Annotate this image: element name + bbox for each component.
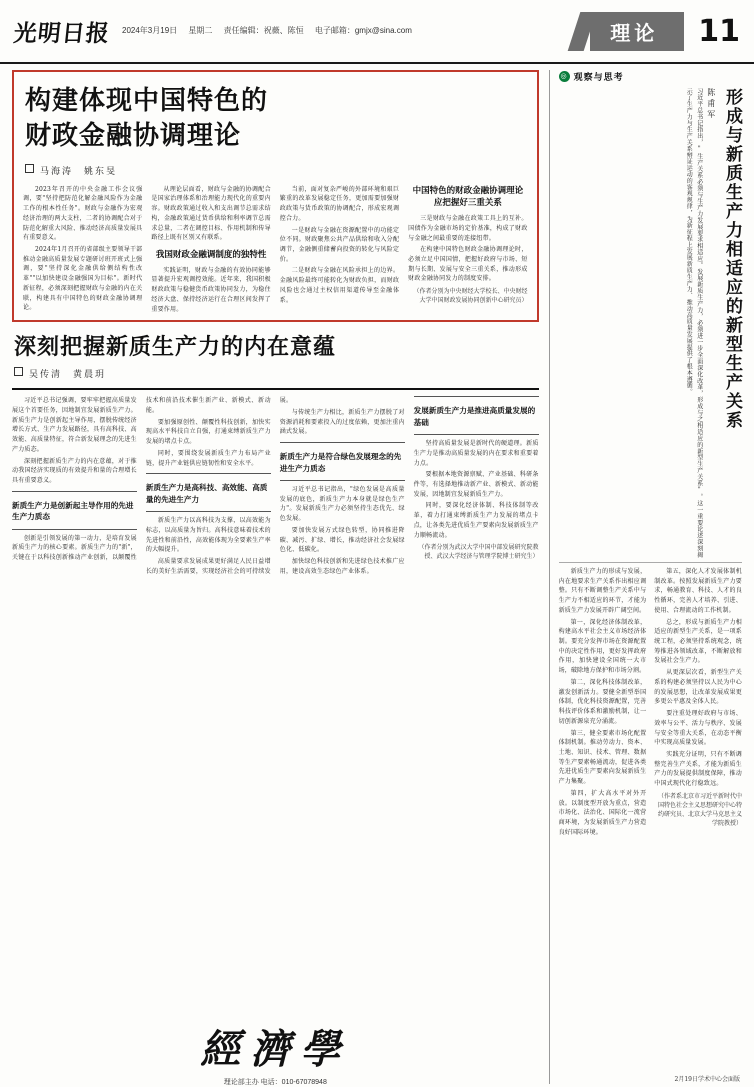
paragraph: 习近平总书记强调，要牢牢把握高质量发展这个首要任务，因地制宜发展新质生产力。新质生产力是创新起主导作用，摆脱传统经济增长方式、生产力发展路径，具有高科技、高效能、高质量特征，符合新发展理念的先进生产力质态。 [12,397,137,453]
paragraph: 在构建中国特色财政金融协调理论时，必须立足中国国情，把握好政府与市场、短期与长期、发展与安全三重关系，推动形成财政金融协同发力的制度安排。 [408,246,528,283]
subsection-heading: 新质生产力是创新起主导作用的先进生产力质态 [12,500,134,522]
right-kicker [559,70,742,83]
divider [12,388,539,390]
lead-title-line2: 财政金融协调理论 [25,120,242,151]
paragraph: 创新是引领发展的第一动力，是培育发展新质生产力的核心要素。新质生产力的"新"，关键在于以科技创新推动产业创新，以颠覆性技术和前沿技术催生新产业、新模式、新动能。 [12,397,271,561]
second-article-signature: （作者分别为武汉大学中国中部发展研究院教授、武汉大学经济与管理学院博士研究生） [418,544,539,561]
byline-marker-icon [25,164,34,173]
paragraph: 实践充分证明，只有不断调整完善生产关系，才能为新质生产力的发展提供制度保障，推动中国式现代化行稳致远。 [654,750,742,788]
lead-title-line1: 构建体现中国特色的 [25,86,269,116]
paragraph: 习近平总书记指出，"绿色发展是高质量发展的底色，新质生产力本身就是绿色生产力"。发展新质生产力必须坚持生态优先、绿色发展。 [279,485,405,523]
paragraph: 同时，要深化经济体制、科技体制等改革，着力打通束缚新质生产力发展的堵点卡点，让各类先进优质生产要素向发展新质生产力顺畅流动。 [413,502,539,539]
footer-brush-title: 經濟學 [200,1026,351,1073]
subsection-heading-box [414,396,539,435]
paragraph: 深刻把握新质生产力的内在意蕴，对于推动我国经济实现质的有效提升和量的合理增长具有重要意义。 [12,457,137,485]
right-article-lead: 习近平总书记指出，"生产关系必须与生产力发展要求相适应。发展新质生产力，必须进一步全面深化改革，形成与之相适应的新型生产关系"。这一重要论述深刻揭示了生产力与生产关系辩证运动的客观规律，为新征程上发展新质生产力、推动高质量发展提供了根本遵循。 [685,88,703,558]
subsection-heading-box [280,442,405,481]
masthead-right [590,0,740,62]
paragraph: 总之，形成与新质生产力相适应的新型生产关系，是一项系统工程，必须坚持系统观念，统筹推进各领域改革，不断解放和发展社会生产力。 [654,618,742,665]
section-label: 理论 [590,12,684,51]
paragraph: 高质量要求发展成果更好满足人民日益增长的美好生活需要，实现经济社会的可持续发展。 [145,397,293,575]
paragraph: 从理论层面看，财政与金融的协调配合是国家治理体系和治理能力现代化的重要内容。财政政策通过收入和支出调节总需求结构，金融政策通过货币供给和利率调节总需求总量，二者在调控目标、作用机制和传导路径上既有区别又有联系。 [151,185,271,242]
footer-note: 2月19日学术中心会面版 [674,1076,740,1083]
left-zone [12,70,539,1084]
paragraph: 加快绿色科技创新和先进绿色技术推广应用，建设高效生态绿色产业体系。 [279,558,405,575]
masthead-meta [122,25,421,36]
paragraph: 要注重处理好政府与市场、效率与公平、活力与秩序、发展与安全等重大关系，在动态平衡中实现高质量发展。 [654,710,742,747]
subsection-heading-box [12,491,137,530]
lead-article [12,70,539,322]
paragraph: 三是财政与金融在政策工具上的互补。国债作为金融市场的定价基准，构成了财政与金融之间最重要的连接纽带。 [408,215,528,242]
footer-meta: 理论部主办 电话：010-67078948 [223,1079,327,1086]
lead-article-signature: （作者分别为中央财经大学校长、中央财经大学中国财政发展协同创新中心研究员） [413,288,528,305]
paragraph: 2024年1月召开的省部级主要领导干部推动金融高质量发展专题研讨班开班式上强调，要"坚持深化金融供给侧结构性改革""以加快建设金融强国为目标"。新时代新征程，必须深刻把握财政与金融的内在关联，构建具有中国特色的财政金融协调理论。 [23,245,143,312]
right-headline-block [559,88,742,558]
paragraph: 第三，健全要素市场化配置体制机制。推动劳动力、资本、土地、知识、技术、管理、数据等生产要素畅通流动，促进各类先进优质生产要素向发展新质生产力集聚。 [558,729,647,786]
right-article-author: 陈甫军 [706,88,716,121]
paragraph: 第五，深化人才发展体制机制改革。按照发展新质生产力要求，畅通教育、科技、人才的良性循环，完善人才培养、引进、使用、合理流动的工作机制。 [654,568,742,614]
newspaper-logo: 光明日报 [12,19,112,47]
second-article-columns [12,396,539,576]
paragraph: 当前，面对复杂严峻的外部环境和艰巨繁重的改革发展稳定任务，更加需要加强财政政策与货币政策的协调配合，形成宏观调控合力。 [279,185,400,222]
body-area [0,64,754,1084]
paragraph: 与传统生产力相比，新质生产力摆脱了对资源消耗和要素投入的过度依赖，更加注重内涵式发展。 [279,409,405,436]
email-credit: 电子邮箱：gmjx@sina.com [314,26,412,36]
lead-subheading: 我国财政金融调制度的独特性 [155,249,267,260]
lead-article-title [25,84,528,154]
right-kicker-label: 观察与思考 [573,73,624,83]
paragraph: 二是财政与金融在风险承担上的边界。金融风险最终可能转化为财政负担，而财政风险也会通过主权信用渠道传导至金融体系。 [279,267,400,304]
byline-marker-icon [14,367,23,376]
paragraph: 新质生产力以高科技为支撑，以高效能为标志，以高质量为旨归。高科技意味着技术的先进性和前沿性，高效能体现为全要素生产率的大幅提升。 [145,517,271,554]
editor-credit: 责任编辑：祝薇、陈恒 [223,26,304,36]
paragraph: 从更深层次看，新型生产关系的构建必须坚持以人民为中心的发展思想，让改革发展成果更多更公平惠及全体人民。 [654,669,742,706]
paragraph: 一是财政与金融在资源配置中的功能定位不同。财政聚焦公共产品供给和收入分配调节，金融侧重储蓄向投资的转化与风险定价。 [279,226,400,263]
paragraph: 同时，要围绕发展新质生产力布局产业链，提升产业链供应链韧性和安全水平。 [145,449,271,467]
second-authors: 吴传清 黄晨玥 [29,369,107,380]
lead-subheading: 中国特色的财政金融协调理论应把握好三重关系 [412,185,524,209]
subsection-heading: 新质生产力是符合绿色发展理念的先进生产力质态 [279,452,402,473]
second-article-byline [14,367,539,380]
subsection-heading: 发展新质生产力是推进高质量发展的基础 [413,406,536,427]
lead-article-columns [23,185,528,315]
publish-date: 2024年3月19日 [122,26,178,36]
paragraph: 2023年召开的中央金融工作会议强调，要"坚持把防范化解金融风险作为金融工作的根本性任务"。财政与金融作为宏观经济治理的两大支柱，二者的协调配合对于防范化解重大风险、推动经济高质量发展具有重要意义。 [23,185,143,242]
paragraph: 坚持高质量发展是新时代的硬道理。新质生产力是推动高质量发展的内在要求和重要着力点。 [413,440,539,467]
compass-icon: ◎ [560,72,568,80]
subsection-heading-box [146,473,271,512]
right-zone [549,70,742,1084]
paragraph: 要根据本地资源禀赋、产业基础、科研条件等，有选择地推动新产业、新模式、新动能发展，因地制宜发展新质生产力。 [413,471,539,498]
second-article-title: 深刻把握新质生产力的内在意蕴 [14,334,337,361]
lead-authors: 马海涛 姚东旻 [40,165,118,176]
subsection-heading: 新质生产力是高科技、高效能、高质量的先进生产力 [145,483,268,504]
lead-article-byline [25,164,528,177]
right-article-signature: （作者系北京市习近平新时代中国特色社会主义思想研究中心特约研究员、北京大学马克思主义学院教授） [657,792,742,827]
weekday: 星期二 [188,26,213,36]
page-number: 11 [698,13,740,49]
right-article-columns [559,567,742,837]
masthead [0,0,754,64]
footer [12,1018,539,1084]
paragraph: 实践证明，财政与金融的有效协同能够显著提升宏观调控效能。近年来，我国积极财政政策与稳健货币政策协同发力，为稳住经济大盘、保持经济运行在合理区间发挥了重要作用。 [151,266,271,313]
divider [559,562,742,563]
paragraph: 第一，深化经济体制改革，构建高水平社会主义市场经济体制。要充分发挥市场在资源配置中的决定性作用，更好发挥政府作用，加快建设全国统一大市场，破除地方保护和市场分割。 [558,618,647,675]
paragraph: 要加强原创性、颠覆性科技创新，加快实现高水平科技自立自强，打通束缚新质生产力发展的堵点卡点。 [145,418,271,446]
paragraph: 新质生产力的形成与发展，内在地要求生产关系作出相应调整。只有不断调整生产关系中与生产力不相适应的环节，才能为新质生产力发展开辟广阔空间。 [558,568,647,614]
paragraph: 要加快发展方式绿色转型，协同推进降碳、减污、扩绿、增长，推动经济社会发展绿色化、低碳化。 [279,526,405,554]
second-article [12,330,539,576]
right-article-title: 形成与新质生产力相适应的新型生产关系 [722,88,742,430]
paragraph: 第二，深化科技体制改革，激发创新活力。要健全新型举国体制，优化科技资源配置，完善科技评价体系和激励机制，让一切创新源泉充分涌流。 [558,678,647,725]
paragraph: 第四，扩大高水平对外开放。以制度型开放为重点，营造市场化、法治化、国际化一流营商环境，为发展新质生产力营造良好国际环境。 [558,789,647,836]
